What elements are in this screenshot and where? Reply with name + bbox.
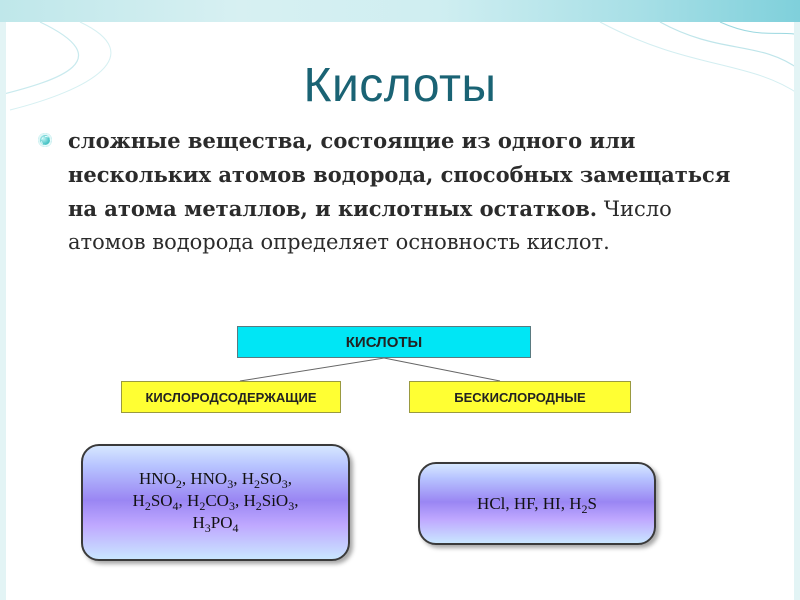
- formula-subscript: 3: [204, 521, 211, 535]
- connector-left: [240, 358, 384, 381]
- formula-text: , H: [234, 491, 256, 510]
- formula-line: [83, 512, 348, 534]
- oxygen-acids-card: [81, 444, 350, 561]
- formula-subscript: 2: [199, 499, 206, 513]
- formula-subscript: 2: [581, 501, 588, 516]
- formula-text: CO: [205, 491, 229, 510]
- formula-subscript: 2: [253, 477, 260, 491]
- formula-subscript: 2: [255, 499, 262, 513]
- formula-text: S: [587, 493, 597, 513]
- formula-text: SO: [259, 469, 282, 488]
- connector-right: [384, 358, 500, 381]
- formula-text: H: [192, 513, 205, 532]
- oxygen-acids-formulas: [83, 468, 348, 534]
- formula-text: , H: [233, 469, 254, 488]
- formula-subscript: 3: [288, 499, 295, 513]
- oxygen-free-acids-formulas: [477, 493, 597, 515]
- formula-subscript: 3: [228, 499, 235, 513]
- formula-text: , H: [178, 491, 200, 510]
- definition-rest-text: Число атомов водорода определяет основность кислот.: [68, 197, 672, 254]
- oxygen-free-box: БЕСКИСЛОРОДНЫЕ: [409, 381, 631, 413]
- slide-title: Кислоты: [303, 59, 497, 112]
- formula-subscript: 3: [227, 477, 234, 491]
- formula-subscript: 4: [232, 521, 239, 535]
- formula-text: ,: [287, 469, 292, 488]
- definition-bold-text: сложные вещества, состоящие из одного или нескольких атомов водорода, способных замещаться на атома металлов, и кислотных остатков.: [68, 128, 731, 221]
- formula-text: SiO: [261, 491, 289, 510]
- formula-text: H: [132, 491, 145, 510]
- formula-text: ,: [294, 491, 299, 510]
- formula-text: HNO: [139, 469, 176, 488]
- formula-line: [83, 490, 348, 512]
- acids-root-box: КИСЛОТЫ: [237, 326, 531, 358]
- formula-text: PO: [210, 513, 233, 532]
- formula-text: , HNO: [181, 469, 228, 488]
- oxygen-containing-box: КИСЛОРОДСОДЕРЖАЩИЕ: [121, 381, 341, 413]
- formula-text: SO: [150, 491, 173, 510]
- oxygen-free-acids-card: [418, 462, 656, 545]
- formula-subscript: 4: [172, 499, 179, 513]
- formula-text: HCl, HF, HI, H: [477, 493, 582, 513]
- formula-subscript: 2: [144, 499, 151, 513]
- formula-line: [83, 468, 348, 490]
- formula-subscript: 3: [281, 477, 288, 491]
- formula-subscript: 2: [175, 477, 182, 491]
